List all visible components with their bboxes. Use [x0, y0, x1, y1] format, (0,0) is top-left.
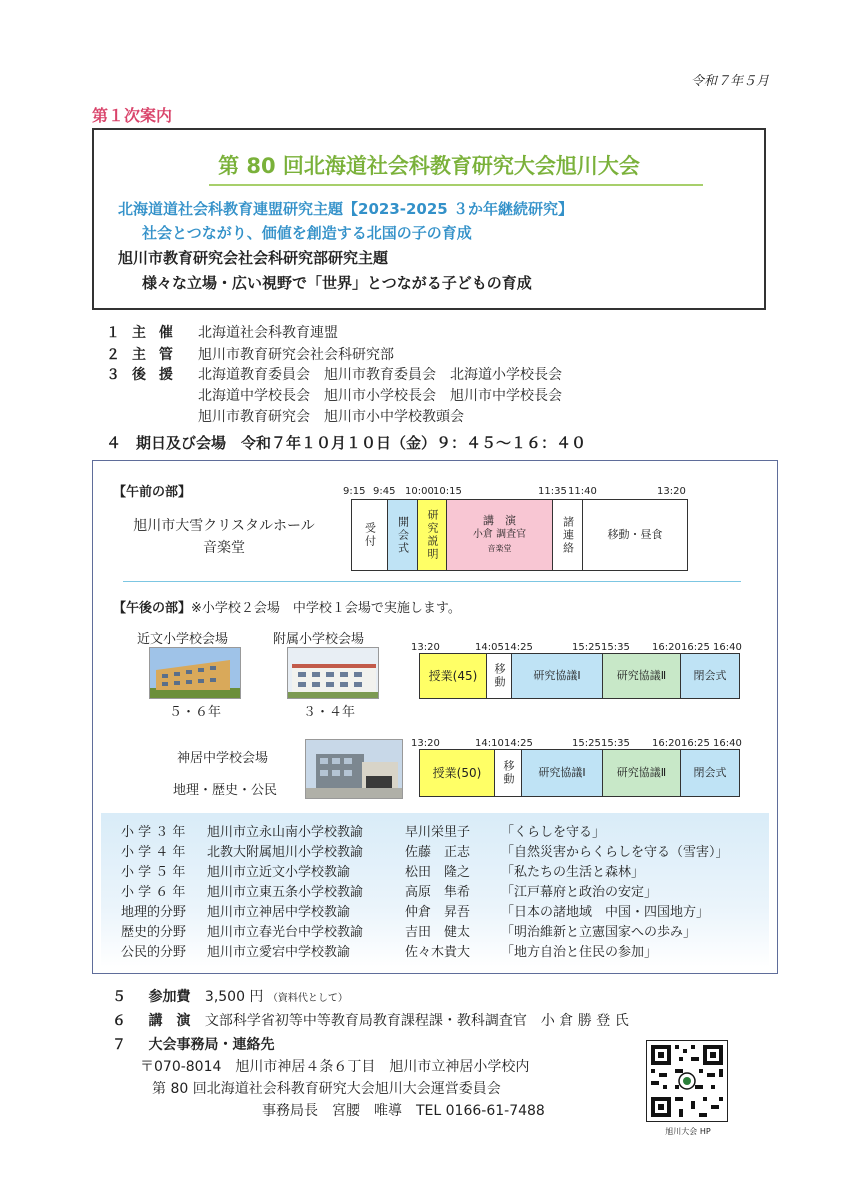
reception-block: 受付 — [351, 499, 388, 571]
lecture-num: ６ — [112, 1013, 126, 1029]
research-explain-block: 研究説明 — [417, 499, 447, 571]
move-block: 移動 — [486, 653, 512, 699]
morning-label: 【午前の部】 — [113, 485, 192, 500]
support-line-3: 旭川市教育研究会 旭川市小中学校教頭会 — [198, 409, 464, 425]
schedule-heading: ４ 期日及び会場 令和７年１０月１０日（金）９：４５～１６：４０ — [106, 434, 587, 452]
time-label: 16:40 — [713, 642, 742, 653]
notice-label: 第１次案内 — [92, 106, 173, 125]
title-box — [92, 128, 766, 310]
time-label: 16:40 — [713, 738, 742, 749]
lecture-label: 講 演 — [148, 1013, 191, 1029]
time-label: 16:25 — [681, 642, 710, 653]
fee-value: 3,500 円 — [204, 989, 264, 1005]
class-block: 授業(45) — [419, 653, 487, 699]
time-label: 11:40 — [568, 486, 597, 497]
time-label: 13:20 — [411, 738, 440, 749]
elem2-photo — [287, 647, 379, 699]
time-label: 15:25 — [572, 738, 601, 749]
time-label: 13:20 — [411, 642, 440, 653]
time-label: 11:35 — [538, 486, 567, 497]
theme2-label: 旭川市教育研究会社会科研究部研究主題 — [118, 249, 389, 267]
time-label: 16:25 — [681, 738, 710, 749]
host-num: ２ — [106, 347, 120, 363]
office-address: 〒070-8014 旭川市神居４条６丁目 旭川市立神居小学校内 — [140, 1059, 530, 1075]
elem1-name: 近文小学校会場 — [137, 632, 229, 647]
sponsor-num: １ — [106, 325, 120, 341]
lesson-list: 小 学 ３ 年 旭川市立永山南小学校教諭 早川栄里子 「くらしを守る」 小 学 ４ 年 北教大附属旭川小学校教諭 佐藤 正志 「自然災害からくらしを守る（雪害）」 小 学 ５ 年 旭川市立近文小学校教諭 松田 隆之 「私たちの生活と森林」 小 学 ６ 年 旭川市立東五条小学校教諭 高原 隼希 「江戸幕府と政治の安定」 地理的分野 旭川市立神居中学校教諭 仲倉 昇吾 「日本の諸地域 中国・四国地方」 歴史的分野 旭川市立春光台中学校教諭 吉田 健太 「明治維新と立憲国家への歩み」 公民的分野 旭川市立愛宕中学校教諭 佐々木貴大 「地方自治と住民の参加」 — [101, 813, 769, 967]
time-label: 15:35 — [601, 738, 630, 749]
afternoon-note: ※小学校２会場 中学校１会場で実施します。 — [191, 601, 461, 616]
host-row — [106, 344, 726, 364]
jh-name: 神居中学校会場 — [177, 751, 269, 766]
fee-label: 参加費 — [148, 989, 191, 1005]
time-label: 13:20 — [657, 486, 686, 497]
office-contact: 事務局長 宮腰 唯導 TEL 0166-61-7488 — [262, 1103, 545, 1119]
afternoon-label-row — [113, 597, 461, 616]
elem2-grade: ３・４年 — [303, 705, 356, 720]
time-label: 16:20 — [652, 642, 681, 653]
main-title: 第 80 回北海道社会科教育研究大会旭川大会 — [218, 154, 640, 178]
morning-venue — [111, 515, 337, 559]
sponsor-value: 北海道社会科教育連盟 — [198, 325, 338, 341]
fee-num: ５ — [112, 989, 126, 1005]
move-block: 移動 — [494, 749, 522, 797]
title-underline — [209, 184, 703, 186]
fee-note: （資料代として） — [267, 993, 348, 1004]
discussion2-block: 研究協議Ⅱ — [602, 653, 681, 699]
closing-block: 閉会式 — [680, 653, 740, 699]
discussion1-block: 研究協議Ⅰ — [511, 653, 603, 699]
qr-code-icon[interactable] — [646, 1040, 728, 1122]
notices-block: 諸連絡 — [552, 499, 583, 571]
support-label: 後 援 — [132, 367, 177, 383]
elem1-photo — [149, 647, 241, 699]
afternoon-label: 【午後の部】 — [113, 601, 192, 616]
time-label: 14:10 — [475, 738, 504, 749]
jh-subject: 地理・歴史・公民 — [173, 783, 278, 798]
support-line-1: 北海道教育委員会 旭川市教育委員会 北海道小学校長会 — [198, 367, 562, 383]
venue-line-1: 旭川市大雪クリスタルホール — [133, 518, 315, 534]
time-label: 16:20 — [652, 738, 681, 749]
time-label: 9:45 — [373, 486, 396, 497]
divider — [123, 581, 741, 582]
time-label: 14:05 — [475, 642, 504, 653]
fee-row — [112, 986, 348, 1006]
venue-line-2: 音楽堂 — [203, 540, 245, 556]
discussion2-block: 研究協議Ⅱ — [602, 749, 681, 797]
opening-block: 開会式 — [387, 499, 418, 571]
closing-block: 閉会式 — [680, 749, 740, 797]
time-label: 15:25 — [572, 642, 601, 653]
time-label: 9:15 — [343, 486, 366, 497]
elem1-grade: ５・６年 — [169, 705, 222, 720]
class-block: 授業(50) — [419, 749, 495, 797]
sponsor-label: 主 催 — [132, 325, 177, 341]
host-label: 主 管 — [132, 347, 177, 363]
issue-date: 令和７年５月 — [690, 74, 769, 89]
elem2-name: 附属小学校会場 — [273, 632, 365, 647]
qr-caption: 旭川大会 HP — [665, 1127, 711, 1136]
time-label: 15:35 — [601, 642, 630, 653]
time-label: 14:25 — [504, 738, 533, 749]
schedule-box — [92, 460, 778, 974]
sponsor-row — [106, 322, 726, 342]
support-line-2: 北海道中学校長会 旭川市小学校長会 旭川市中学校長会 — [198, 388, 562, 404]
time-label: 10:15 — [433, 486, 462, 497]
lecture-block: 講 演 小倉 調査官 音楽堂 — [446, 499, 553, 571]
host-value: 旭川市教育研究会社会科研究部 — [198, 347, 394, 363]
office-committee: 第 80 回北海道社会科教育研究大会旭川大会運営委員会 — [152, 1081, 501, 1097]
support-num: ３ — [106, 367, 120, 383]
office-label: 大会事務局・連絡先 — [148, 1037, 275, 1053]
time-label: 14:25 — [504, 642, 533, 653]
jh-photo — [305, 739, 403, 799]
theme1-text: 社会とつながり、価値を創造する北国の子の育成 — [142, 224, 472, 242]
lunch-block: 移動・昼食 — [582, 499, 688, 571]
office-row — [112, 1034, 274, 1054]
discussion1-block: 研究協議Ⅰ — [521, 749, 603, 797]
lecture-value: 文部科学省初等中等教育局教育課程課・教科調査官 小 倉 勝 登 氏 — [204, 1013, 629, 1029]
theme2-text: 様々な立場・広い視野で「世界」とつながる子どもの育成 — [142, 274, 532, 292]
office-num: ７ — [112, 1037, 126, 1053]
lecture-row — [112, 1010, 629, 1030]
time-label: 10:00 — [405, 486, 434, 497]
theme1-label: 北海道道社会科教育連盟研究主題【2023-2025 ３か年継続研究】 — [118, 200, 573, 218]
